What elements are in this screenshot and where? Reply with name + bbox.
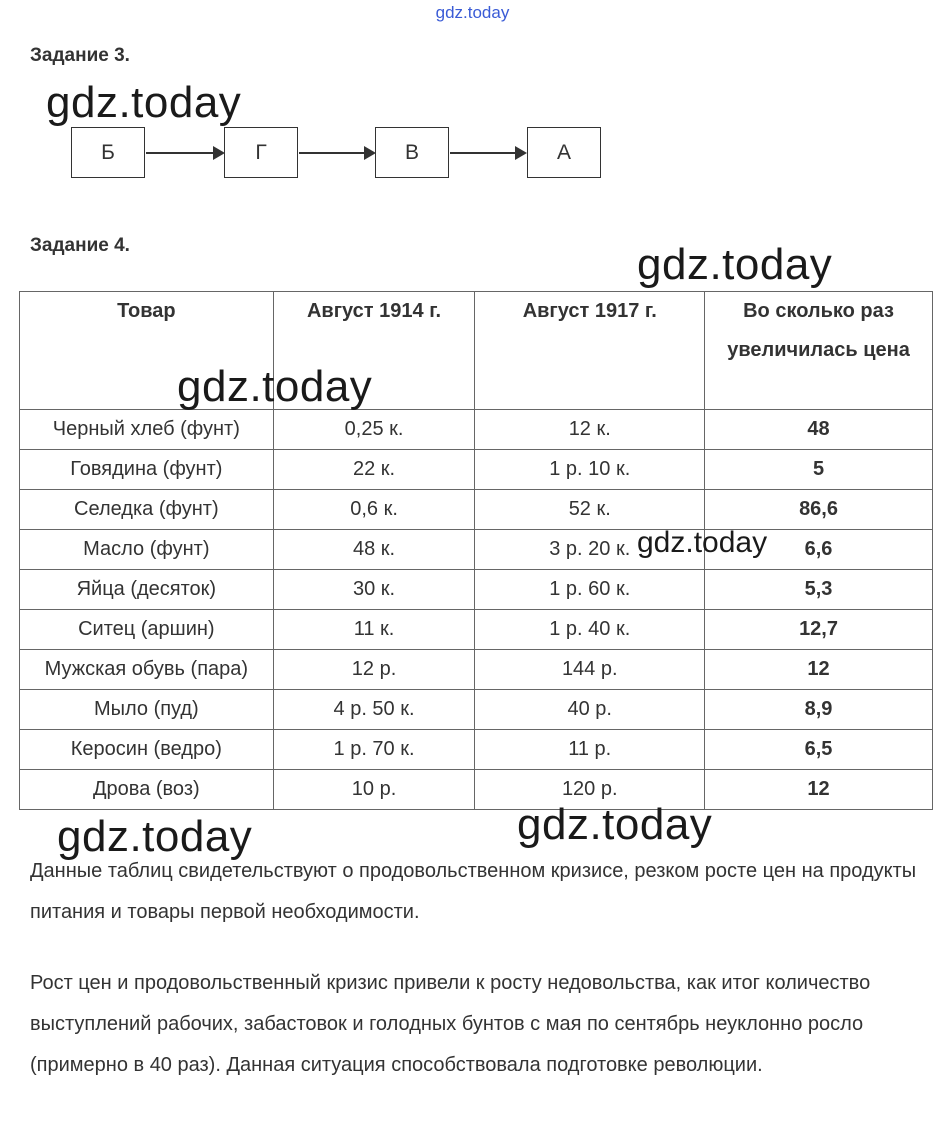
cell-increase: 86,6 xyxy=(705,490,933,530)
cell-increase: 5 xyxy=(705,450,933,490)
cell-price-1914: 22 к. xyxy=(273,450,475,490)
cell-increase: 12 xyxy=(705,770,933,810)
flow-box-1: Б xyxy=(71,127,145,178)
table-row xyxy=(20,450,933,490)
cell-price-1917: 120 р. xyxy=(475,770,705,810)
table-row xyxy=(20,410,933,450)
cell-price-1914: 0,25 к. xyxy=(273,410,475,450)
flow-box-2: Г xyxy=(224,127,298,178)
cell-increase: 12,7 xyxy=(705,610,933,650)
header-cell-1917: Август 1917 г. xyxy=(475,292,705,410)
cell-price-1914: 1 р. 70 к. xyxy=(273,730,475,770)
cell-price-1917: 1 р. 40 к. xyxy=(475,610,705,650)
header-cell-1914: Август 1914 г. xyxy=(273,292,475,410)
cell-increase: 6,5 xyxy=(705,730,933,770)
cell-increase: 6,6 xyxy=(705,530,933,570)
cell-price-1914: 10 р. xyxy=(273,770,475,810)
cell-increase: 48 xyxy=(705,410,933,450)
flow-box-3: В xyxy=(375,127,449,178)
cell-price-1914: 48 к. xyxy=(273,530,475,570)
task4-title: Задание 4. xyxy=(30,235,130,256)
cell-product: Говядина (фунт) xyxy=(20,450,274,490)
flow-arrow-3 xyxy=(450,152,525,154)
flow-arrow-2 xyxy=(299,152,374,154)
cell-price-1917: 1 р. 10 к. xyxy=(475,450,705,490)
cell-product: Ситец (аршин) xyxy=(20,610,274,650)
table-row xyxy=(20,690,933,730)
cell-price-1914: 30 к. xyxy=(273,570,475,610)
cell-increase: 5,3 xyxy=(705,570,933,610)
table-row xyxy=(20,770,933,810)
flow-box-4: А xyxy=(527,127,601,178)
cell-increase: 12 xyxy=(705,650,933,690)
cell-product: Дрова (воз) xyxy=(20,770,274,810)
watermark: gdz.today xyxy=(46,78,242,127)
conclusion-paragraph-1: Данные таблиц свидетельствуют о продовольственном кризисе, резком росте цен на продукты питания и товары первой необходимости. xyxy=(30,860,917,923)
header-cell-product: Товар xyxy=(20,292,274,410)
watermark: gdz.today xyxy=(517,800,713,849)
cell-product: Мужская обувь (пара) xyxy=(20,650,274,690)
watermark: gdz.today xyxy=(177,362,373,411)
cell-price-1917: 1 р. 60 к. xyxy=(475,570,705,610)
cell-price-1917: 40 р. xyxy=(475,690,705,730)
cell-product: Селедка (фунт) xyxy=(20,490,274,530)
table-row xyxy=(20,570,933,610)
cell-price-1917: 3 р. 20 к. xyxy=(475,530,705,570)
cell-price-1917: 11 р. xyxy=(475,730,705,770)
watermark: gdz.today xyxy=(637,240,833,289)
cell-product: Керосин (ведро) xyxy=(20,730,274,770)
table-row xyxy=(20,490,933,530)
flow-arrow-1 xyxy=(146,152,223,154)
cell-price-1917: 12 к. xyxy=(475,410,705,450)
cell-price-1914: 11 к. xyxy=(273,610,475,650)
conclusion-paragraph-2: Рост цен и продовольственный кризис привели к росту недовольства, как итог количество выступлений рабочих, забастовок и голодных бунтов с мая по сентябрь неуклонно росло (примерно в 40 раз). Данная ситуация способствовала подготовке революции. xyxy=(30,972,871,1076)
table-header-row xyxy=(20,292,933,410)
cell-product: Мыло (пуд) xyxy=(20,690,274,730)
header-watermark: gdz.today xyxy=(435,3,510,22)
cell-price-1914: 12 р. xyxy=(273,650,475,690)
task3-title: Задание 3. xyxy=(30,45,130,66)
cell-price-1917: 144 р. xyxy=(475,650,705,690)
table-body xyxy=(20,410,933,810)
cell-increase: 8,9 xyxy=(705,690,933,730)
header-cell-increase: Во сколько раз увеличилась цена xyxy=(705,292,933,410)
table-row xyxy=(20,650,933,690)
watermark: gdz.today xyxy=(57,812,253,861)
table-row xyxy=(20,730,933,770)
cell-product: Черный хлеб (фунт) xyxy=(20,410,274,450)
cell-price-1917: 52 к. xyxy=(475,490,705,530)
cell-product: Масло (фунт) xyxy=(20,530,274,570)
table-row xyxy=(20,530,933,570)
table-row xyxy=(20,610,933,650)
cell-price-1914: 4 р. 50 к. xyxy=(273,690,475,730)
cell-product: Яйца (десяток) xyxy=(20,570,274,610)
cell-price-1914: 0,6 к. xyxy=(273,490,475,530)
watermark: gdz.today xyxy=(637,526,768,559)
price-table xyxy=(19,291,933,810)
